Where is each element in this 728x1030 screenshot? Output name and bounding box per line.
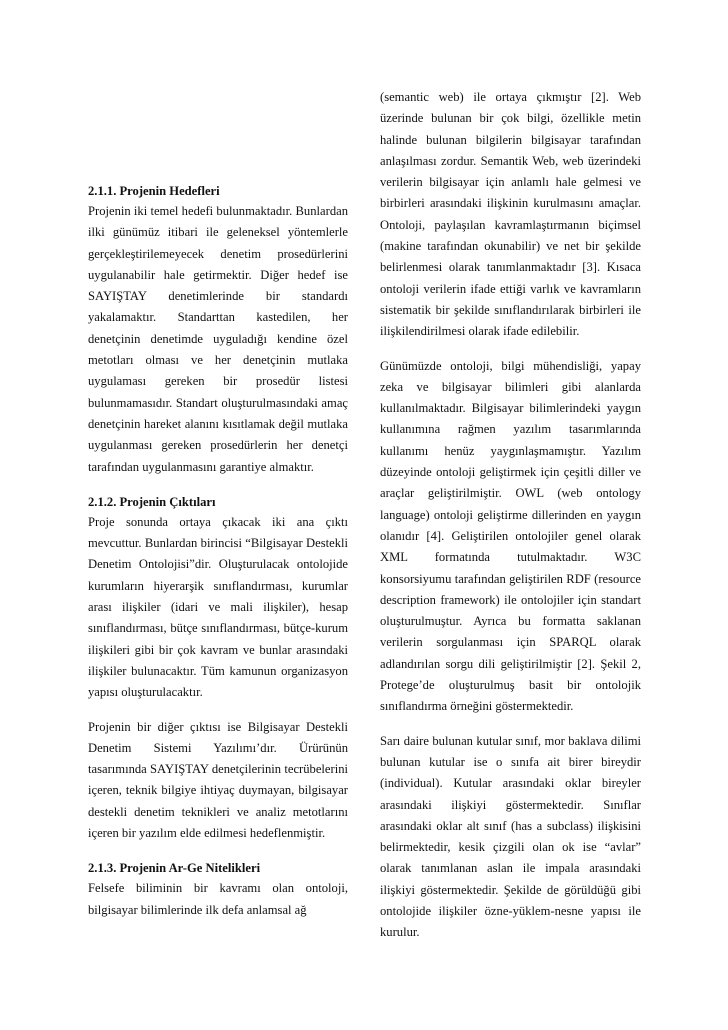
- spacer: [380, 718, 641, 731]
- paragraph-ciktilar-1: Proje sonunda ortaya çıkacak iki ana çıktı mevcuttur. Bunlardan birincisi “Bilgisayar Destekli Denetim Ontolojisi”dir. Oluşturulacak ontolojide kurumların hiyerarşik sınıflandırması, kurumlar arası ilişkiler (idari ve mali ilişkiler), hesap sınıflandırması, bütçe sınıflandırması, bütçe-kurum ilişkileri gibi bir çok kavram ve bunlar arasındaki ilişkiler bulunacaktır. Tüm kamunun organizasyon yapısı oluşturulacaktır.: [88, 514, 348, 700]
- spacer: [88, 844, 348, 859]
- paragraph-ontoloji-kullanim: Günümüzde ontoloji, bilgi mühendisliği, yapay zeka ve bilgisayar bilimleri gibi alanlarda kullanılmaktadır. Bilgisayar bilimlerindeki yaygın kullanımına rağmen yazılım tasarımlarında kullanımı henüz yaygınlaşmamıştır. Yazılım düzeyinde ontoloji geliştirmek için çeşitli diller ve araçlar geliştirilmiştir. OWL (web ontology language) ontoloji geliştirme dillerinden en yaygın olanıdır [4]. Geliştirilen ontolojiler genel olarak XML formatında tutulmaktadır. W3C konsorsiyumu tarafından geliştirilen RDF (resource description framework) ile ontolojiler için standart oluşturulmuştur. Ayrıca bu formatta saklanan verilerin sorgulanması için SPARQL olarak adlandırılan sorgu dili geliştirilmiştir [2]. Şekil 2, Protege’de oluşturulmuş basit bir ontolojik sınıflandırma örneğini göstermektedir.: [380, 358, 641, 714]
- section-heading-ciktilar: 2.1.2. Projenin Çıktıları: [88, 494, 216, 509]
- right-column: [380, 87, 641, 944]
- paragraph-semantic-web: (semantic web) ile ortaya çıkmıştır [2]. Web üzerinde bulunan bir çok bilgi, özellikle metin halinde bulunan bilgilerin bilgisayar tarafından anlaşılması zordur. Semantik Web, web üzerindeki verilerin bilgisayar için anlamlı hale gelmesi ve birbirleri arasındaki ilişkinin kurulmasını amaçlar. Ontoloji, paylaşılan kavramlaştırmanın biçimsel (makine tarafından okunabilir) ve net bir şekilde belirlenmesi olarak tanımlanmaktadır [3]. Kısaca ontoloji verilerin ifade ettiği varlık ve kavramların sistematik bir şekilde sınıflandırılarak birbirleri ile ilişkilendirilmesi olarak ifade edilebilir.: [380, 90, 641, 339]
- spacer: [88, 704, 348, 717]
- paragraph-ciktilar-2: Projenin bir diğer çıktısı ise Bilgisayar Destekli Denetim Sistemi Yazılımı’dır. Ürürünün tasarımında SAYIŞTAY denetçilerinin tecrübelerini içeren, teknik bilgiye ihtiyaç duymayan, bilgisayar destekli denetim teknikleri ve analiz metotlarını içeren bir yazılım elde edilmesi hedeflenmiştir.: [88, 719, 348, 841]
- section-heading-arge: 2.1.3. Projenin Ar-Ge Nitelikleri: [88, 861, 261, 876]
- spacer: [88, 478, 348, 493]
- spacer: [380, 343, 641, 356]
- section-heading-hedefler: 2.1.1. Projenin Hedefleri: [88, 184, 220, 198]
- paragraph-arge: Felsefe biliminin bir kavramı olan ontoloji, bilgisayar bilimlerinde ilk defa anlamsal ağ: [88, 881, 348, 917]
- left-column: [88, 182, 348, 921]
- paragraph-sekil-aciklama: Sarı daire bulunan kutular sınıf, mor baklava dilimi bulunan kutular ise o sınıfa ait birer bireydir (individual). Kutular arasındaki oklar bireyler arasındaki ilişkiyi göstermektedir. Sınıflar arasındaki oklar alt sınıf (has a subclass) ilişkisini belirmektedir, kesik çizgili olan ok ise “avlar” olarak tanımlanan aslan ile impala arasındaki ilişkiyi göstermektedir. Şekilde de görüldüğü gibi ontolojide ilişkiler özne-yüklem-nesne yapısı ile kurulur.: [380, 733, 641, 940]
- paragraph-hedefler: Projenin iki temel hedefi bulunmaktadır. Bunlardan ilki günümüz itibari ile geleneksel yöntemlerle gerçekleştirilemeyecek denetim prosedürlerini uygulanabilir hale getirmektir. Diğer hedef ise SAYIŞTAY denetimlerinde bir standardı yakalamaktır. Standarttan kastedilen, her denetçinin denetimde uyguladığı kendine özel metotları olması ve her denetçinin mutlaka uygulaması gereken bir prosedür listesi bulunmamasıdır. Standart oluşturulmasındaki amaç denetçinin hareket alanını kısıtlamak değil mutlaka uygulanması gereken prosedürlerin her denetçi tarafından uygulanmasını garantiye almaktır.: [88, 204, 348, 474]
